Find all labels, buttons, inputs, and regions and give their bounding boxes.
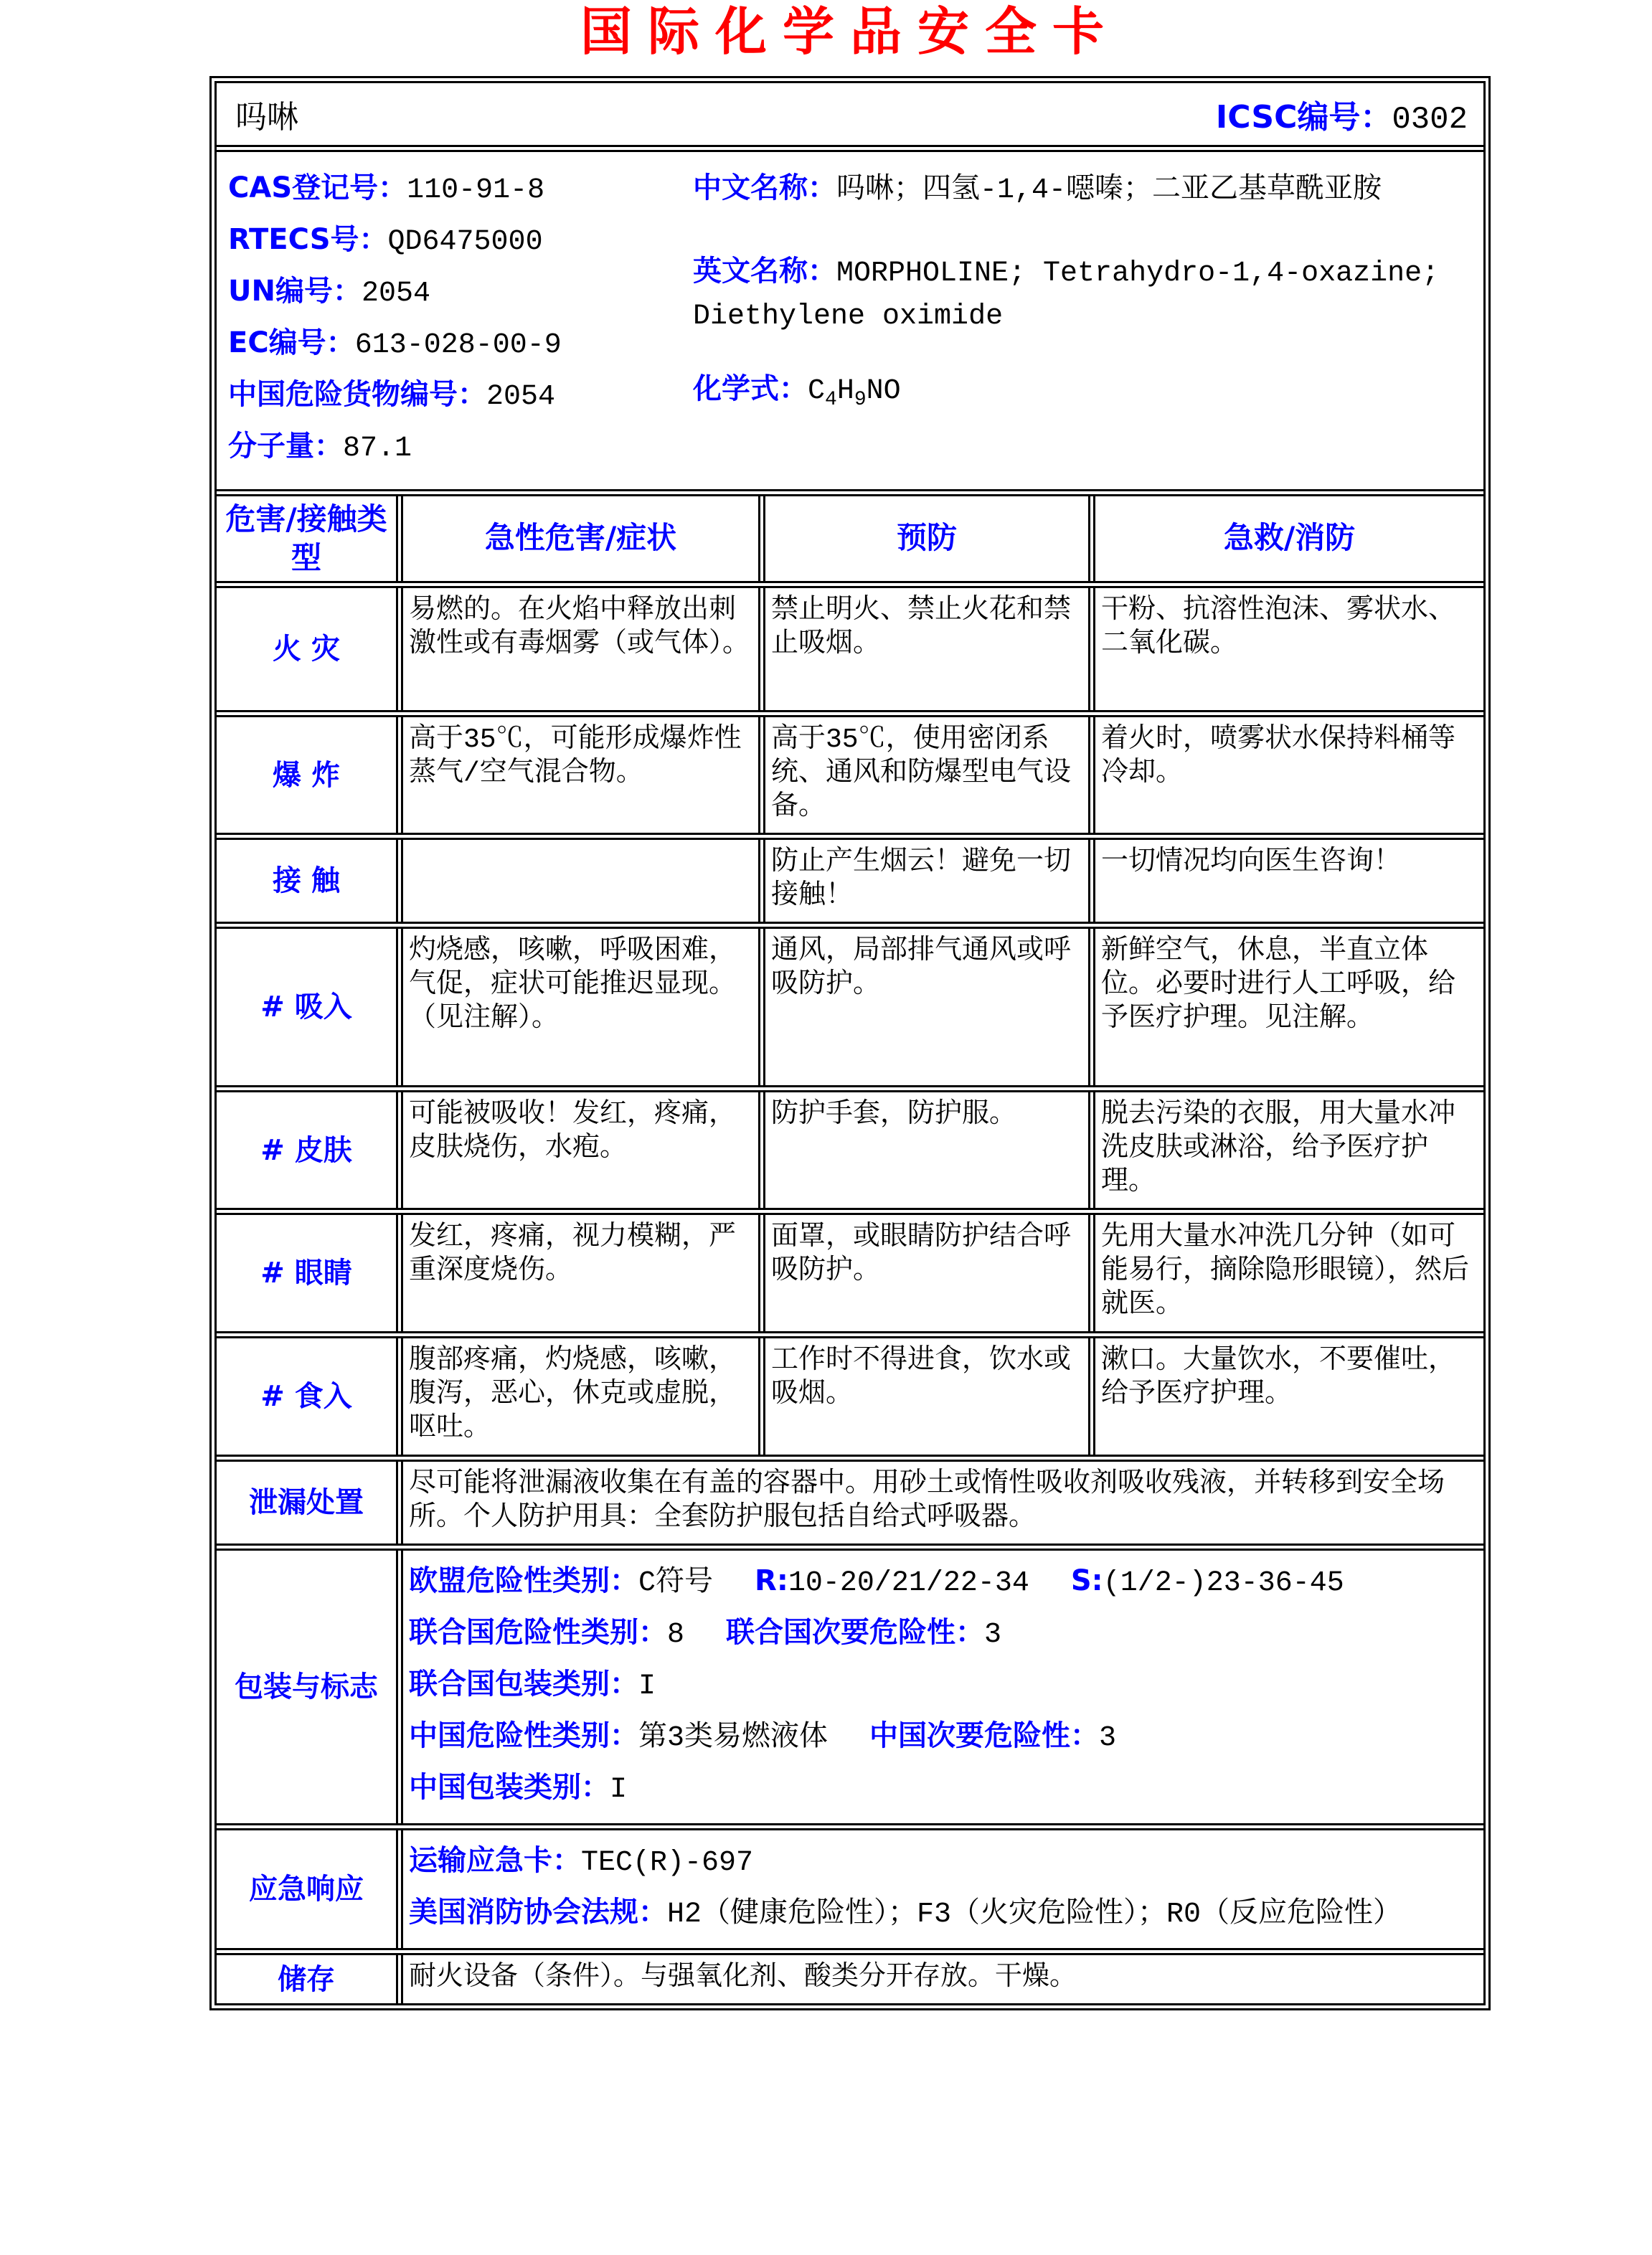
explosion-symptoms: 高于35℃，可能形成爆炸性蒸气/空气混合物。 xyxy=(396,717,758,833)
molecular-weight-line xyxy=(228,422,693,473)
eu-hazard-class-line xyxy=(409,1563,1478,1602)
un-class-value: 8 xyxy=(667,1619,685,1651)
un-subrisk-label: 联合国次要危险性： xyxy=(726,1616,985,1649)
row-label-explosion: 爆 炸 xyxy=(273,758,340,792)
skin-symptoms: 可能被吸收！发红，疼痛，皮肤烧伤，水疱。 xyxy=(396,1092,758,1208)
un-packing-value: I xyxy=(638,1670,656,1703)
r-phrases-value: 10-20/21/22-34 xyxy=(788,1567,1029,1599)
ec-label: EC编号： xyxy=(228,326,355,359)
explosion-firstaid: 着火时，喷雾状水保持料桶等冷却。 xyxy=(1088,717,1483,833)
china-subrisk-value: 3 xyxy=(1099,1722,1117,1754)
fire-firstaid: 干粉、抗溶性泡沫、雾状水、二氧化碳。 xyxy=(1088,588,1483,710)
card-header-strip xyxy=(217,83,1483,145)
identification-section xyxy=(217,145,1483,489)
header-acute-symptoms: 急性危害/症状 xyxy=(396,496,758,581)
emergency-content xyxy=(396,1830,1483,1948)
un-packing-group-line xyxy=(409,1666,1478,1705)
cas-label: CAS登记号： xyxy=(228,171,407,204)
row-label-spill: 泄漏处置 xyxy=(249,1486,364,1519)
chinese-name-label: 中文名称： xyxy=(693,171,836,204)
page-title: 国际化学品安全卡 xyxy=(580,1,1120,62)
cas-number-line xyxy=(228,164,693,215)
english-name-value: MORPHOLINE; Tetrahydro-1,4-oxazine; Diethylene oximide xyxy=(693,257,1440,333)
chinese-name-line xyxy=(693,166,1466,212)
china-class-value: 第3类易燃液体 xyxy=(638,1722,829,1754)
table-row-fire xyxy=(217,581,1483,710)
mw-label: 分子量： xyxy=(228,430,343,463)
hazard-table-header-row xyxy=(217,489,1483,581)
chinese-name-value: 吗啉；四氢-1,4-噁嗪；二亚乙基草酰亚胺 xyxy=(836,174,1382,207)
table-row-packaging-labelling xyxy=(217,1543,1483,1823)
row-label-packaging: 包装与标志 xyxy=(235,1670,378,1703)
inhalation-symptoms: 灼烧感，咳嗽，呼吸困难，气促，症状可能推迟显现。（见注解）。 xyxy=(396,929,758,1085)
formula-label: 化学式： xyxy=(693,372,808,405)
skin-firstaid: 脱去污染的衣服，用大量水冲洗皮肤或淋浴，给予医疗护理。 xyxy=(1088,1092,1483,1208)
contact-symptoms xyxy=(396,840,758,922)
china-subrisk-label: 中国次要危险性： xyxy=(869,1719,1100,1752)
s-phrases-label: S: xyxy=(1070,1564,1103,1597)
row-label-skin: # 皮肤 xyxy=(260,1133,352,1167)
un-class-label: 联合国危险性类别： xyxy=(409,1616,667,1649)
rtecs-number-line xyxy=(228,215,693,267)
eyes-firstaid: 先用大量水冲洗几分钟（如可能易行，摘除隐形眼镜），然后就医。 xyxy=(1088,1215,1483,1331)
eu-class-label: 欧盟危险性类别： xyxy=(409,1564,638,1597)
row-label-emergency: 应急响应 xyxy=(249,1873,364,1906)
table-row-explosion xyxy=(217,710,1483,833)
table-row-contact xyxy=(217,833,1483,922)
row-label-fire: 火 灾 xyxy=(273,633,340,666)
un-number-line xyxy=(228,267,693,318)
rtecs-label: RTECS号： xyxy=(228,223,388,256)
table-row-inhalation xyxy=(217,922,1483,1085)
china-class-label: 中国危险性类别： xyxy=(409,1719,638,1752)
un-packing-label: 联合国包装类别： xyxy=(409,1668,638,1701)
rtecs-value: QD6475000 xyxy=(387,226,543,258)
icsc-number-group xyxy=(1216,91,1468,138)
row-label-storage: 储存 xyxy=(278,1962,335,1996)
contact-firstaid: 一切情况均向医生咨询！ xyxy=(1088,840,1483,922)
un-value: 2054 xyxy=(361,278,430,310)
substance-name: 吗啉 xyxy=(235,101,298,138)
un-subrisk-value: 3 xyxy=(984,1619,1002,1651)
identification-ids xyxy=(228,164,693,473)
nfpa-code-line xyxy=(409,1894,1478,1933)
ingestion-firstaid: 漱口。大量饮水，不要催吐，给予医疗护理。 xyxy=(1088,1338,1483,1455)
table-row-spill-disposal xyxy=(217,1455,1483,1543)
nfpa-value: H2（健康危险性）；F3（火灾危险性）；R0（反应危险性） xyxy=(667,1899,1402,1931)
china-packing-value: I xyxy=(610,1774,628,1806)
ingestion-prevention: 工作时不得进食，饮水或吸烟。 xyxy=(758,1338,1088,1455)
icsc-number-label: ICSC编号： xyxy=(1215,98,1392,136)
s-phrases-value: (1/2-)23-36-45 xyxy=(1103,1567,1344,1599)
table-row-skin xyxy=(217,1085,1483,1208)
row-label-inhalation: # 吸入 xyxy=(260,991,352,1024)
eyes-prevention: 面罩，或眼睛防护结合呼吸防护。 xyxy=(758,1215,1088,1331)
table-row-emergency-response xyxy=(217,1823,1483,1948)
formula-line xyxy=(693,367,1466,422)
ingestion-symptoms: 腹部疼痛，灼烧感，咳嗽，腹泻，恶心，休克或虚脱，呕吐。 xyxy=(396,1338,758,1455)
china-dg-number-line xyxy=(228,370,693,422)
formula-value: $C_4H_9NO$ xyxy=(808,375,901,411)
icsc-card xyxy=(209,76,1491,2010)
inhalation-firstaid: 新鲜空气，休息，半直立体位。必要时进行人工呼吸，给予医疗护理。见注解。 xyxy=(1088,929,1483,1085)
tec-label: 运输应急卡： xyxy=(409,1844,581,1877)
table-row-ingestion xyxy=(217,1331,1483,1455)
nfpa-label: 美国消防协会法规： xyxy=(409,1896,667,1929)
spill-text: 尽可能将泄漏液收集在有盖的容器中。用砂土或惰性吸收剂吸收残液，并转移到安全场所。个人防护用具：全套防护服包括自给式呼吸器。 xyxy=(396,1462,1483,1543)
cas-value: 110-91-8 xyxy=(407,174,545,207)
fire-symptoms: 易燃的。在火焰中释放出刺激性或有毒烟雾（或气体）。 xyxy=(396,588,758,710)
tec-value: TEC(R)-697 xyxy=(581,1847,754,1879)
china-hazard-class-line xyxy=(409,1718,1478,1757)
row-label-eyes: # 眼睛 xyxy=(260,1257,352,1290)
english-name-line xyxy=(693,250,1466,339)
contact-prevention: 防止产生烟云！避免一切接触！ xyxy=(758,840,1088,922)
china-packing-label: 中国包装类别： xyxy=(409,1771,610,1804)
explosion-prevention: 高于35℃，使用密闭系统、通风和防爆型电气设备。 xyxy=(758,717,1088,833)
ec-value: 613-028-00-9 xyxy=(354,329,562,361)
china-dg-label: 中国危险货物编号： xyxy=(228,378,486,411)
r-phrases-label: R: xyxy=(755,1564,788,1597)
un-label: UN编号： xyxy=(228,275,362,308)
mw-value: 87.1 xyxy=(343,432,412,465)
fire-prevention: 禁止明火、禁止火花和禁止吸烟。 xyxy=(758,588,1088,710)
eyes-symptoms: 发红，疼痛，视力模糊，严重深度烧伤。 xyxy=(396,1215,758,1331)
inhalation-prevention: 通风，局部排气通风或呼吸防护。 xyxy=(758,929,1088,1085)
packaging-content xyxy=(396,1551,1483,1823)
identification-names xyxy=(693,164,1473,473)
un-hazard-class-line xyxy=(409,1615,1478,1653)
table-row-storage xyxy=(217,1948,1483,2003)
ec-number-line xyxy=(228,318,693,370)
transport-emergency-card-line xyxy=(409,1843,1478,1881)
row-label-ingestion: # 食入 xyxy=(260,1380,352,1413)
table-row-eyes xyxy=(217,1208,1483,1331)
skin-prevention: 防护手套，防护服。 xyxy=(758,1092,1088,1208)
header-firstaid-firefighting: 急救/消防 xyxy=(1088,496,1483,581)
header-prevention: 预防 xyxy=(758,496,1088,581)
english-name-label: 英文名称： xyxy=(693,255,836,288)
china-packing-group-line xyxy=(409,1769,1478,1808)
china-dg-value: 2054 xyxy=(486,381,556,413)
eu-class-value: C符号 xyxy=(638,1567,714,1599)
icsc-number-value: 0302 xyxy=(1392,101,1468,138)
row-label-contact: 接 触 xyxy=(273,864,340,897)
header-hazard-type: 危害/接触类型 xyxy=(225,501,387,575)
storage-text: 耐火设备（条件）。与强氧化剂、酸类分开存放。干燥。 xyxy=(396,1955,1483,2003)
